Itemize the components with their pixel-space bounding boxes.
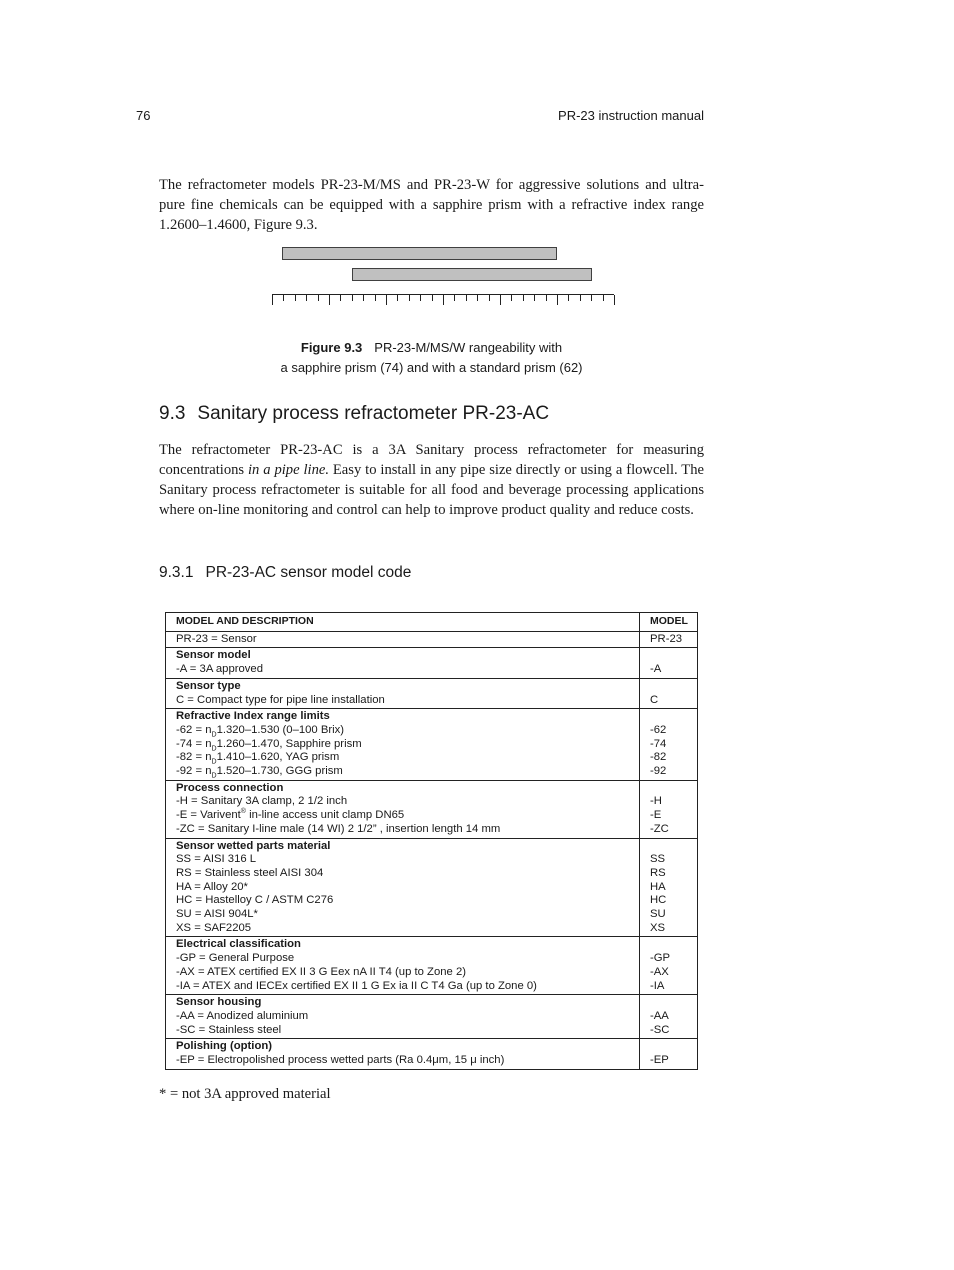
model-code-table bbox=[165, 612, 698, 1070]
table-header-row bbox=[166, 613, 698, 632]
table-row: Sensor housing -AA = Anodized aluminium -SC = Stainless steel -AA -SC bbox=[166, 995, 698, 1039]
scale-tick bbox=[489, 295, 490, 301]
scale-tick bbox=[432, 295, 433, 301]
scale-tick bbox=[329, 295, 330, 305]
scale-tick bbox=[352, 295, 353, 301]
scale-tick bbox=[283, 295, 284, 301]
header-description: MODEL AND DESCRIPTION bbox=[166, 613, 640, 632]
scale-tick bbox=[375, 295, 376, 301]
scale-tick bbox=[534, 295, 535, 301]
table-row: Polishing (option) -EP = Electropolished process wetted parts (Ra 0.4μm, 15 μ inch) -EP bbox=[166, 1039, 698, 1069]
scale-tick bbox=[580, 295, 581, 301]
scale-tick bbox=[523, 295, 524, 301]
table-row: Electrical classification -GP = General Purpose -AX = ATEX certified EX II 3 G Eex nA II T4 (up to Zone 2) -IA = ATEX and IECEx certified EX II 1 G Ex ia II C T4 Ga (up to Zone 0) -GP -AX -IA bbox=[166, 937, 698, 995]
scale-tick bbox=[568, 295, 569, 301]
header-model: MODEL bbox=[640, 613, 698, 632]
scale-tick bbox=[295, 295, 296, 301]
scale-tick bbox=[511, 295, 512, 301]
scale-tick bbox=[397, 295, 398, 301]
scale-tick bbox=[443, 295, 444, 305]
table-row: Sensor model -A = 3A approved -A bbox=[166, 648, 698, 678]
page-number: 76 bbox=[136, 108, 151, 123]
scale-tick bbox=[454, 295, 455, 301]
scale-tick bbox=[466, 295, 467, 301]
scale-tick bbox=[306, 295, 307, 301]
subsection-heading: 9.3.1 PR-23-AC sensor model code bbox=[159, 564, 412, 581]
refractive-index-scale bbox=[272, 294, 614, 307]
figure-caption-line1: Figure 9.3 PR-23-M/MS/W rangeability with bbox=[300, 340, 563, 355]
scale-tick bbox=[546, 295, 547, 301]
rangeability-figure bbox=[266, 240, 618, 310]
scale-tick bbox=[500, 295, 501, 305]
figure-label: Figure 9.3 bbox=[300, 340, 363, 355]
scale-tick bbox=[318, 295, 319, 301]
scale-tick bbox=[603, 295, 604, 301]
standard-prism-range-bar bbox=[352, 268, 592, 281]
figure-caption-line2: a sapphire prism (74) and with a standard prism (62) bbox=[280, 360, 583, 375]
intro-paragraph: The refractometer models PR-23-M/MS and PR-23-W for aggressive solutions and ultra-pure fine chemicals can be equipped with a sapphire prism with a refractive index range 1.2600–1.4600, Figure 9.3. bbox=[159, 177, 704, 233]
scale-tick bbox=[591, 295, 592, 301]
table-row: Process connection -H = Sanitary 3A clamp, 2 1/2 inch -E = Varivent® in-line access unit clamp DN65 -ZC = Sanitary I-line male (14 WI) 2 1/2” , insertion length 14 mm -H -E -ZC bbox=[166, 780, 698, 838]
scale-tick bbox=[420, 295, 421, 301]
page-header bbox=[136, 108, 704, 128]
scale-tick bbox=[477, 295, 478, 301]
scale-tick bbox=[409, 295, 410, 301]
scale-tick bbox=[557, 295, 558, 305]
section-heading: 9.3 Sanitary process refractometer PR-23-AC bbox=[159, 403, 550, 424]
table-row: Sensor type C = Compact type for pipe line installation C bbox=[166, 678, 698, 708]
scale-tick bbox=[363, 295, 364, 301]
table-row: PR-23 = Sensor PR-23 bbox=[166, 631, 698, 648]
scale-tick bbox=[340, 295, 341, 301]
scale-tick bbox=[386, 295, 387, 305]
scale-tick bbox=[614, 295, 615, 305]
manual-title: PR-23 instruction manual bbox=[558, 108, 704, 123]
footnote: * = not 3A approved material bbox=[159, 1086, 331, 1102]
table-row: Refractive Index range limits $-62 = n_D1.320-1.530$ (0–100 Brix) $-74 = n_D1.260-1.470$, Sapphire prism $-82 = n_D1.410-1.620$, YAG prism $-92 = n_D1.520-1.730$, GGG prism -62 -74 -82 -92 bbox=[166, 709, 698, 781]
sapphire-prism-range-bar bbox=[282, 247, 557, 260]
table-row: Sensor wetted parts material SS = AISI 316 L RS = Stainless steel AISI 304 HA = Alloy 20* HC = Hastelloy C / ASTM C276 SU = AISI 904L* XS = SAF2205 SS RS HA HC SU XS bbox=[166, 838, 698, 937]
scale-tick bbox=[272, 295, 273, 305]
section-paragraph: The refractometer PR-23-AC is a 3A Sanitary process refractometer for measuring concentrations in a pipe line. Easy to install in any pipe size directly or using a flowcell. The Sanitary process refractometer is suitable for all food and beverage processing applications where on-line monitoring and control can help to improve product quality and reduce costs. bbox=[159, 442, 704, 518]
